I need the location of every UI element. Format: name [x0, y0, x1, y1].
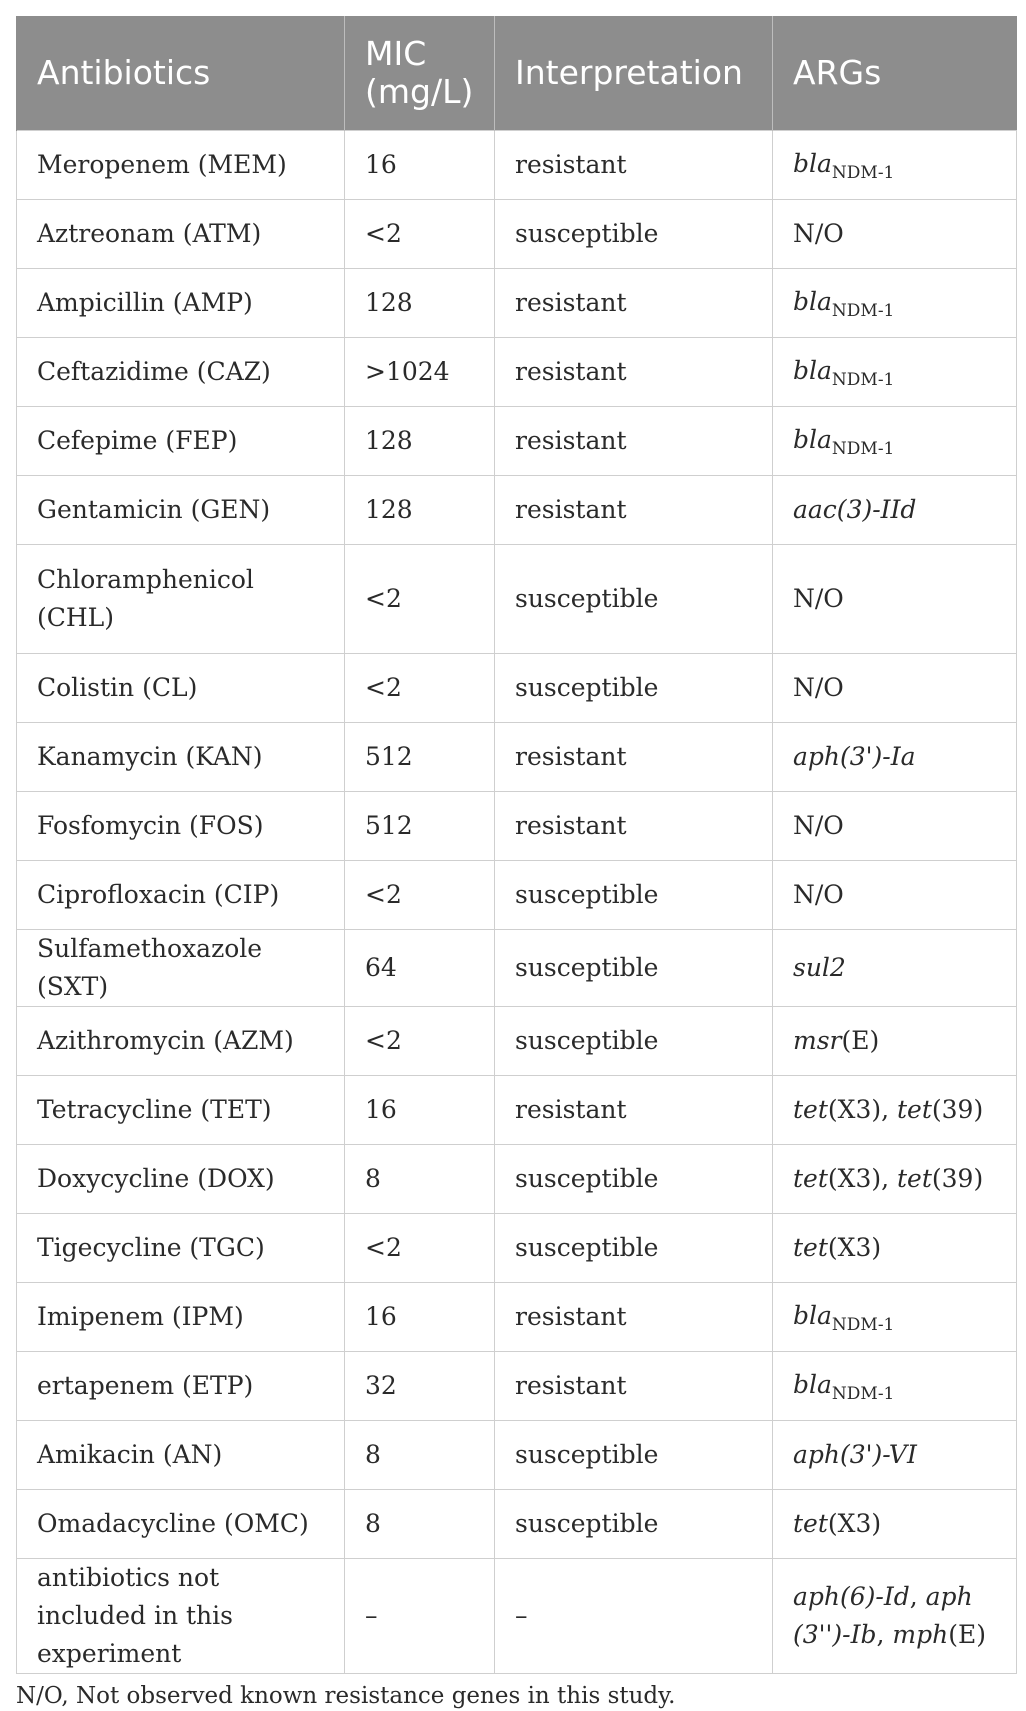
- header-row: [17, 16, 1017, 131]
- antibiotic-cell: Sulfamethoxazole (SXT): [17, 930, 345, 1007]
- interpretation-cell: resistant: [495, 131, 773, 200]
- table-row: [17, 1145, 1017, 1214]
- resistance-table: [16, 16, 1017, 1674]
- mic-cell: 512: [345, 792, 495, 861]
- interpretation-cell: resistant: [495, 476, 773, 545]
- gene-name: bla: [793, 148, 832, 178]
- args-cell: [773, 1283, 1017, 1352]
- table-row: [17, 930, 1017, 1007]
- gene-name: tet: [793, 1095, 828, 1124]
- gene-name: aph(6)-Id: [793, 1582, 910, 1611]
- table-row: [17, 476, 1017, 545]
- gene-name: tet: [793, 1164, 828, 1193]
- antibiotic-cell: Azithromycin (AZM): [17, 1007, 345, 1076]
- table-row: [17, 1559, 1017, 1674]
- gene-subscript: NDM-1: [831, 1383, 895, 1404]
- args-cell: [773, 338, 1017, 407]
- antibiotic-cell: Colistin (CL): [17, 654, 345, 723]
- gene-name: tet: [897, 1095, 932, 1124]
- table-row: [17, 1421, 1017, 1490]
- args-cell: [773, 1421, 1017, 1490]
- table-row: [17, 269, 1017, 338]
- interpretation-cell: susceptible: [495, 1145, 773, 1214]
- header-args: ARGs: [773, 16, 1017, 131]
- gene-name: bla: [793, 355, 832, 385]
- mic-cell: <2: [345, 200, 495, 269]
- interpretation-cell: susceptible: [495, 200, 773, 269]
- table-row: [17, 1283, 1017, 1352]
- antibiotic-cell: Chloramphenicol (CHL): [17, 545, 345, 654]
- args-cell: [773, 930, 1017, 1007]
- args-cell: [773, 269, 1017, 338]
- gene-suffix: (X3): [827, 1509, 882, 1538]
- antibiotic-cell: Amikacin (AN): [17, 1421, 345, 1490]
- args-cell: [773, 476, 1017, 545]
- interpretation-cell: resistant: [495, 269, 773, 338]
- interpretation-cell: susceptible: [495, 545, 773, 654]
- mic-cell: >1024: [345, 338, 495, 407]
- interpretation-cell: susceptible: [495, 1214, 773, 1283]
- args-cell: [773, 1559, 1017, 1674]
- table-row: [17, 861, 1017, 930]
- antibiotic-cell: Ceftazidime (CAZ): [17, 338, 345, 407]
- interpretation-cell: resistant: [495, 1283, 773, 1352]
- args-cell: [773, 1352, 1017, 1421]
- gene-subscript: NDM-1: [831, 369, 895, 390]
- args-cell: N/O: [773, 654, 1017, 723]
- gene-name: bla: [793, 286, 832, 316]
- interpretation-cell: resistant: [495, 338, 773, 407]
- mic-cell: 16: [345, 1283, 495, 1352]
- mic-cell: 128: [345, 269, 495, 338]
- table-row: [17, 654, 1017, 723]
- gene-name: tet: [897, 1164, 932, 1193]
- antibiotic-cell: antibiotics not included in this experiment: [17, 1559, 345, 1674]
- table-footnote: N/O, Not observed known resistance genes in this study.: [16, 1683, 676, 1709]
- args-cell: [773, 1007, 1017, 1076]
- interpretation-cell: resistant: [495, 792, 773, 861]
- args-cell: [773, 131, 1017, 200]
- gene-name: bla: [793, 1300, 832, 1330]
- antibiotic-cell: Imipenem (IPM): [17, 1283, 345, 1352]
- table-body: [17, 131, 1017, 1674]
- mic-cell: <2: [345, 1007, 495, 1076]
- table-row: [17, 338, 1017, 407]
- gene-name: mph: [892, 1620, 949, 1649]
- antibiotic-cell: Kanamycin (KAN): [17, 723, 345, 792]
- antibiotic-cell: Gentamicin (GEN): [17, 476, 345, 545]
- mic-cell: <2: [345, 1214, 495, 1283]
- header-antibiotics: Antibiotics: [17, 16, 345, 131]
- header-mic: MIC (mg/L): [345, 16, 495, 131]
- resistance-table-container: [16, 16, 1016, 1674]
- gene-suffix: (X3): [827, 1233, 882, 1262]
- table-row: [17, 723, 1017, 792]
- args-cell: N/O: [773, 792, 1017, 861]
- table-row: [17, 407, 1017, 476]
- mic-cell: 16: [345, 131, 495, 200]
- table-row: [17, 200, 1017, 269]
- args-cell: [773, 1076, 1017, 1145]
- interpretation-cell: susceptible: [495, 1007, 773, 1076]
- gene-name: bla: [793, 424, 832, 454]
- table-row: [17, 131, 1017, 200]
- gene-suffix: (39): [931, 1164, 984, 1193]
- mic-cell: 32: [345, 1352, 495, 1421]
- mic-cell: 8: [345, 1421, 495, 1490]
- gene-subscript: NDM-1: [831, 438, 895, 459]
- gene-name: sul2: [793, 953, 846, 982]
- antibiotic-cell: Fosfomycin (FOS): [17, 792, 345, 861]
- gene-suffix: ,: [909, 1582, 926, 1611]
- gene-suffix: (X3),: [827, 1095, 897, 1124]
- gene-name: tet: [793, 1509, 828, 1538]
- gene-name: bla: [793, 1369, 832, 1399]
- mic-cell: 8: [345, 1145, 495, 1214]
- interpretation-cell: susceptible: [495, 861, 773, 930]
- interpretation-cell: susceptible: [495, 1421, 773, 1490]
- interpretation-cell: susceptible: [495, 654, 773, 723]
- mic-cell: 8: [345, 1490, 495, 1559]
- antibiotic-cell: Aztreonam (ATM): [17, 200, 345, 269]
- mic-cell: <2: [345, 545, 495, 654]
- args-cell: [773, 1214, 1017, 1283]
- interpretation-cell: resistant: [495, 723, 773, 792]
- args-cell: [773, 1145, 1017, 1214]
- gene-suffix: (E): [948, 1620, 986, 1649]
- interpretation-cell: resistant: [495, 1076, 773, 1145]
- mic-cell: 16: [345, 1076, 495, 1145]
- antibiotic-cell: Omadacycline (OMC): [17, 1490, 345, 1559]
- antibiotic-cell: Cefepime (FEP): [17, 407, 345, 476]
- mic-cell: 128: [345, 476, 495, 545]
- gene-subscript: NDM-1: [831, 162, 895, 183]
- args-cell: [773, 407, 1017, 476]
- args-cell: N/O: [773, 545, 1017, 654]
- mic-cell: <2: [345, 861, 495, 930]
- table-row: [17, 1490, 1017, 1559]
- table-row: [17, 545, 1017, 654]
- gene-name: aph(3')-Ia: [793, 742, 916, 771]
- gene-suffix: (E): [841, 1026, 880, 1055]
- interpretation-cell: resistant: [495, 1352, 773, 1421]
- antibiotic-cell: Doxycycline (DOX): [17, 1145, 345, 1214]
- antibiotic-cell: Tigecycline (TGC): [17, 1214, 345, 1283]
- mic-cell: <2: [345, 654, 495, 723]
- antibiotic-cell: Ciprofloxacin (CIP): [17, 861, 345, 930]
- table-header: [17, 16, 1017, 131]
- antibiotic-cell: Meropenem (MEM): [17, 131, 345, 200]
- args-cell: N/O: [773, 861, 1017, 930]
- gene-suffix: (X3),: [827, 1164, 897, 1193]
- mic-cell: 512: [345, 723, 495, 792]
- gene-name: aph (3'')-Ib: [793, 1582, 973, 1649]
- table-row: [17, 1352, 1017, 1421]
- mic-cell: –: [345, 1559, 495, 1674]
- gene-name: aac(3)-IId: [793, 495, 917, 524]
- gene-name: tet: [793, 1233, 828, 1262]
- args-cell: N/O: [773, 200, 1017, 269]
- antibiotic-cell: ertapenem (ETP): [17, 1352, 345, 1421]
- table-row: [17, 1214, 1017, 1283]
- gene-subscript: NDM-1: [831, 300, 895, 321]
- gene-suffix: (39): [931, 1095, 984, 1124]
- mic-cell: 64: [345, 930, 495, 1007]
- args-cell: [773, 1490, 1017, 1559]
- header-interpretation: Interpretation: [495, 16, 773, 131]
- gene-name: msr: [793, 1026, 842, 1055]
- gene-suffix: ,: [876, 1620, 893, 1649]
- interpretation-cell: resistant: [495, 407, 773, 476]
- mic-cell: 128: [345, 407, 495, 476]
- interpretation-cell: susceptible: [495, 930, 773, 1007]
- interpretation-cell: susceptible: [495, 1490, 773, 1559]
- args-cell: [773, 723, 1017, 792]
- table-row: [17, 1007, 1017, 1076]
- interpretation-cell: –: [495, 1559, 773, 1674]
- table-row: [17, 1076, 1017, 1145]
- table-row: [17, 792, 1017, 861]
- antibiotic-cell: Ampicillin (AMP): [17, 269, 345, 338]
- gene-subscript: NDM-1: [831, 1314, 895, 1335]
- antibiotic-cell: Tetracycline (TET): [17, 1076, 345, 1145]
- gene-name: aph(3')-VI: [793, 1440, 917, 1469]
